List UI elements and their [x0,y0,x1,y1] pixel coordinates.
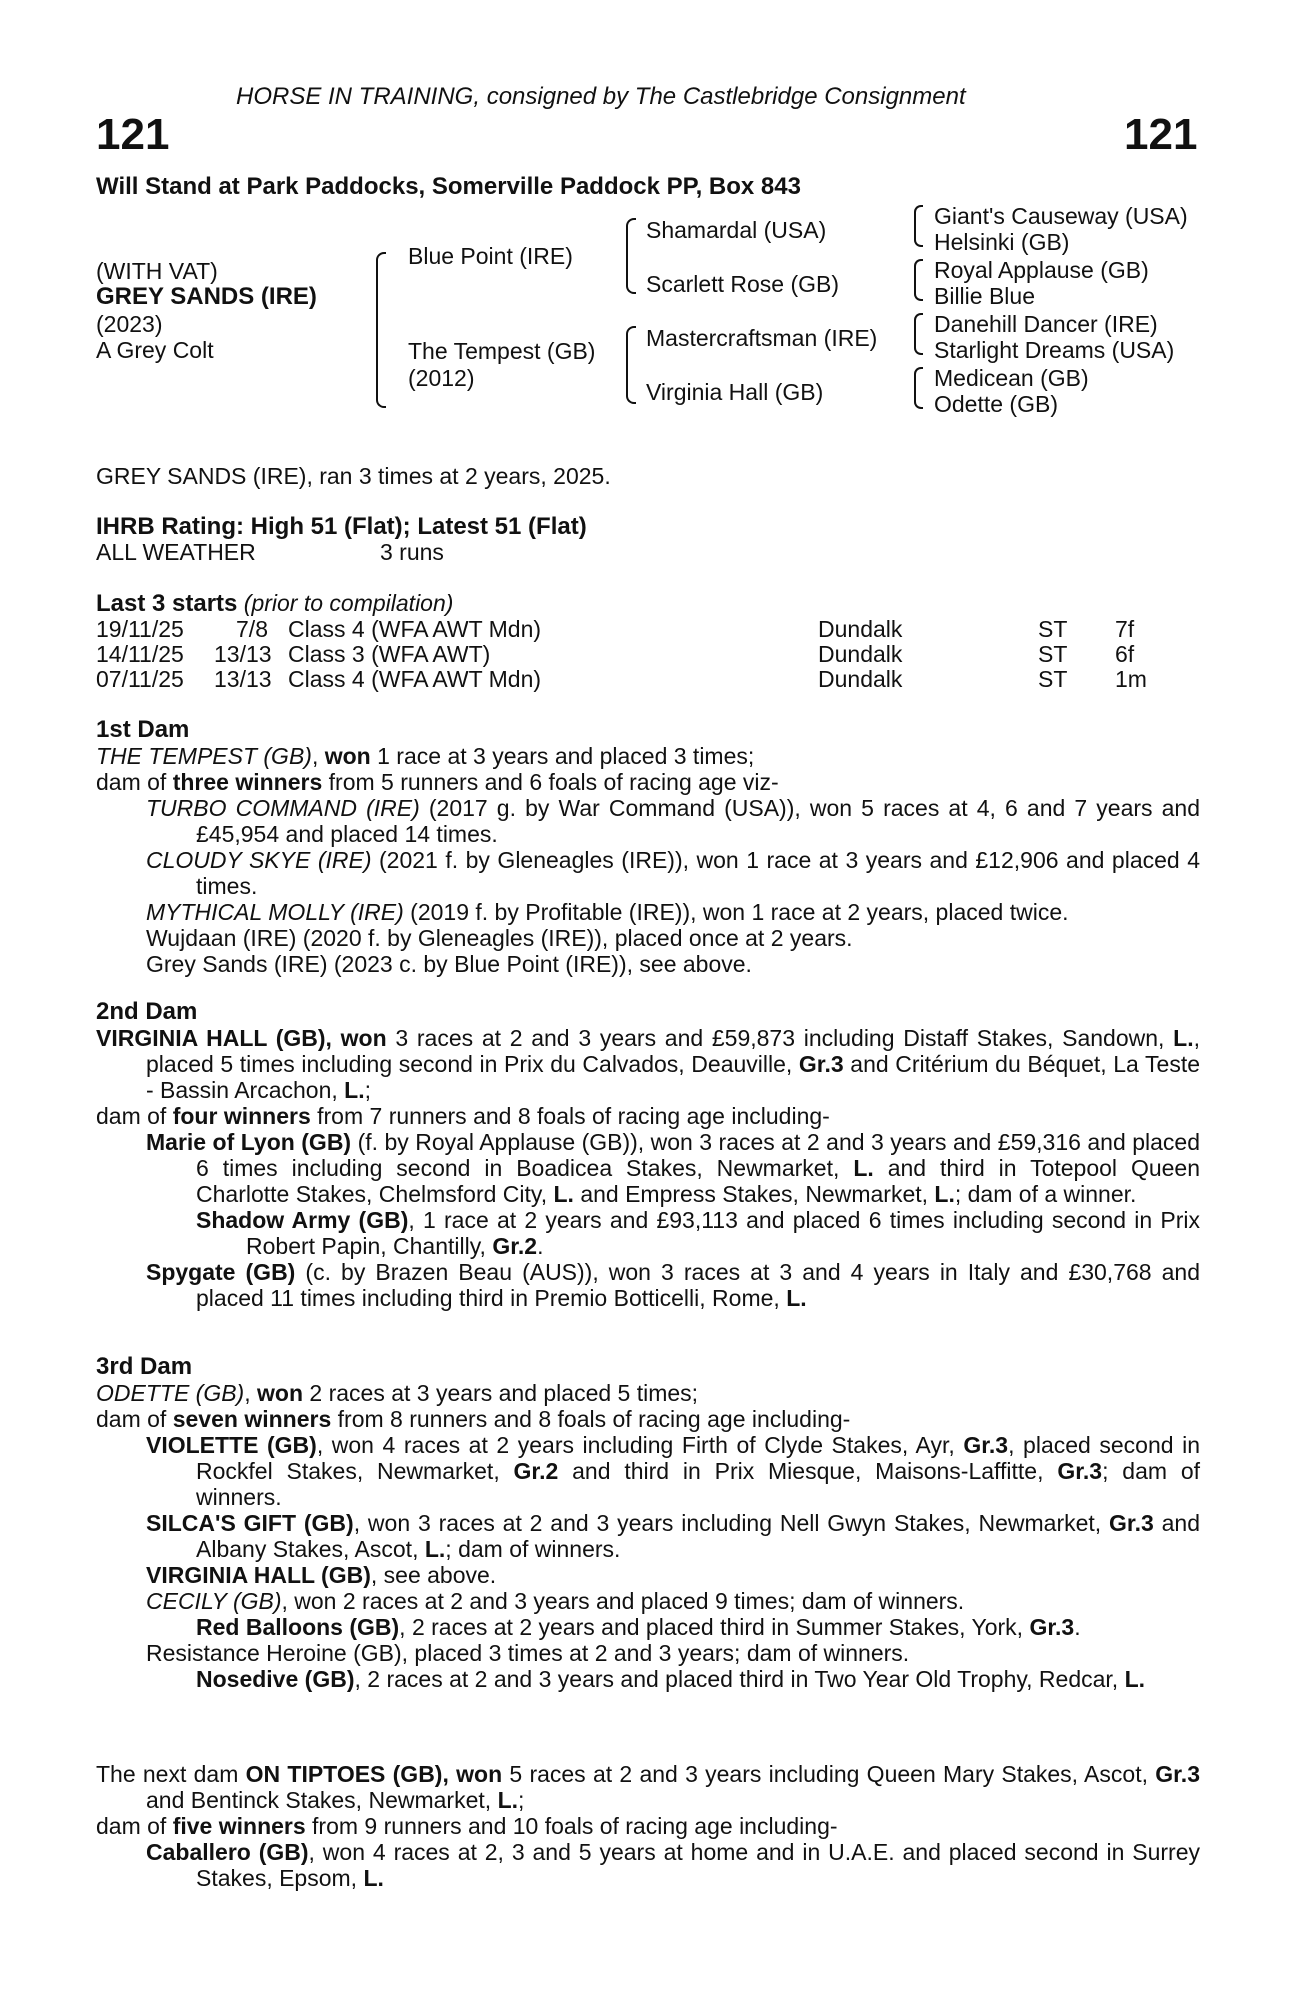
pedigree-sire-dam: Scarlett Rose (GB) [646,271,839,297]
produce-summary: dam of seven winners from 8 runners and 8 foals of racing age including- [96,1406,851,1432]
start-position: 13/13 [214,641,272,667]
pedigree-dsd: Starlight Dreams (USA) [934,337,1175,363]
second-dam-heading: 2nd Dam [96,998,198,1025]
pedigree-dam: The Tempest (GB) [408,338,596,364]
third-dam-section [96,1354,1200,1692]
pedigree-sire-sire: Shamardal (USA) [646,217,827,243]
first-dam-line: THE TEMPEST (GB), won 1 race at 3 years and placed 3 times; [96,743,755,769]
pedigree-brace-dam [626,326,636,404]
rating-surface: ALL WEATHER [96,539,256,565]
pedigree-sss: Giant's Causeway (USA) [934,203,1188,229]
lot-number-right: 121 [1124,110,1198,159]
progeny-entry: Spygate (GB) (c. by Brazen Beau (AUS)), won 3 races at 3 and 4 years in Italy and £30,768 and placed 11 times including third in Premio Botticelli, Rome, L. [146,1259,1201,1311]
start-course: Dundalk [818,641,903,667]
pedigree-sds: Royal Applause (GB) [934,257,1149,283]
pedigree-dam-year: (2012) [408,365,475,391]
progeny-entry: MYTHICAL MOLLY (IRE) (2019 f. by Profitable (IRE)), won 1 race at 2 years, placed twice. [146,899,1069,925]
start-distance: 7f [1115,616,1135,642]
vat-note: (WITH VAT) [96,258,218,284]
start-position: 13/13 [214,666,272,692]
horse-year: (2023) [96,311,163,337]
progeny-entry: Wujdaan (IRE) (2020 f. by Gleneagles (IRE)), placed once at 2 years. [146,925,853,951]
start-distance: 6f [1115,641,1135,667]
start-race: Class 4 (WFA AWT Mdn) [288,666,542,692]
progeny-entry: Red Balloons (GB), 2 races at 2 years and placed third in Summer Stakes, York, Gr.3. [196,1614,1081,1640]
progeny-entry: CECILY (GB), won 2 races at 2 and 3 years and placed 9 times; dam of winners. [146,1588,965,1614]
starts-note: (prior to compilation) [243,590,454,616]
start-going: ST [1038,641,1068,667]
first-dam-heading: 1st Dam [96,716,190,743]
progeny-entry: VIOLETTE (GB), won 4 races at 2 years including Firth of Clyde Stakes, Ayr, Gr.3, placed second in Rockfel Stakes, Newmarket, Gr.2 and third in Prix Miesque, Maisons-Laffitte, Gr.3; dam of winners. [146,1432,1201,1510]
progeny-entry: Marie of Lyon (GB) (f. by Royal Applause (GB)), won 3 races at 2 and 3 years and £59,316 and placed 6 times including second in Boadicea Stakes, Newmarket, L. and third in Totepool Queen Charlotte Stakes, Chelmsford City, L. and Empress Stakes, Newmarket, L.; dam of a winner. [146,1129,1201,1207]
pedigree-sdd: Billie Blue [934,283,1035,309]
pedigree-dss: Danehill Dancer (IRE) [934,311,1158,337]
progeny-entry: Caballero (GB), won 4 races at 2, 3 and 5 years at home and in U.A.E. and placed second in Surrey Stakes, Epsom, L. [146,1839,1200,1891]
pedigree-brace-ds [914,313,923,355]
pedigree-dds: Medicean (GB) [934,365,1089,391]
rating-runs: 3 runs [380,539,444,565]
starts-heading [96,590,453,617]
progeny-entry: VIRGINIA HALL (GB), see above. [146,1562,497,1588]
rating-title: IHRB Rating: High 51 (Flat); Latest 51 (Flat) [96,513,587,540]
consignment-line: HORSE IN TRAINING, consigned by The Castlebridge Consignment [236,83,966,110]
produce-summary: dam of four winners from 7 runners and 8 foals of racing age including- [96,1103,830,1129]
pedigree-brace-ss [914,205,923,247]
start-going: ST [1038,666,1068,692]
start-date: 19/11/25 [96,616,184,642]
start-course: Dundalk [818,616,903,642]
start-race: Class 4 (WFA AWT Mdn) [288,616,542,642]
pedigree-brace-main [376,252,386,408]
race-summary: GREY SANDS (IRE), ran 3 times at 2 years, 2025. [96,463,611,489]
dam-name: THE TEMPEST (GB) [96,743,312,769]
produce-summary: dam of five winners from 9 runners and 10 foals of racing age including- [96,1813,838,1839]
pedigree-dam-sire: Mastercraftsman (IRE) [646,325,878,351]
second-dam-record: VIRGINIA HALL (GB), won 3 races at 2 and 3 years and £59,873 including Distaff Stakes, Sandown, L., placed 5 times including second in Prix du Calvados, Deauville, Gr.3 and Critérium du Béquet, La Teste - Bassin Arcachon, L.; [96,1025,1200,1103]
pedigree-brace-sire [626,218,636,294]
pedigree-dam-dam: Virginia Hall (GB) [646,379,824,405]
starts-title: Last 3 starts [96,590,238,617]
pedigree-sire: Blue Point (IRE) [408,243,573,269]
start-date: 07/11/25 [96,666,184,692]
pedigree-ddd: Odette (GB) [934,391,1058,417]
pedigree-brace-sd [914,259,923,301]
pedigree-brace-dd [914,367,923,409]
progeny-entry: Nosedive (GB), 2 races at 2 and 3 years and placed third in Two Year Old Trophy, Redcar, L. [196,1666,1146,1692]
second-dam-section [96,999,1200,1311]
first-dam-section [96,717,1200,977]
progeny-entry: Shadow Army (GB), 1 race at 2 years and £93,113 and placed 6 times including second in Prix Robert Papin, Chantilly, Gr.2. [196,1207,1201,1259]
start-going: ST [1038,616,1068,642]
start-course: Dundalk [818,666,903,692]
next-dam-record: The next dam ON TIPTOES (GB), won 5 races at 2 and 3 years including Queen Mary Stakes, Ascot, Gr.3 and Bentinck Stakes, Newmarket, L.; [96,1761,1200,1813]
start-distance: 1m [1115,666,1147,692]
horse-name: GREY SANDS (IRE) [96,283,317,310]
next-dam-section [96,1761,1200,1891]
start-race: Class 3 (WFA AWT) [288,641,491,667]
progeny-entry: Grey Sands (IRE) (2023 c. by Blue Point (IRE)), see above. [146,951,752,977]
pedigree-ssd: Helsinki (GB) [934,229,1070,255]
lot-number-left: 121 [96,110,170,159]
start-position: 7/8 [236,616,268,642]
produce-summary: dam of three winners from 5 runners and 6 foals of racing age viz- [96,769,779,795]
location-line: Will Stand at Park Paddocks, Somerville Paddock PP, Box 843 [96,173,801,200]
progeny-entry: TURBO COMMAND (IRE) (2017 g. by War Command (USA)), won 5 races at 4, 6 and 7 years and £45,954 and placed 14 times. [146,795,1201,847]
third-dam-record: ODETTE (GB), won 2 races at 3 years and placed 5 times; [96,1380,699,1406]
progeny-entry: SILCA'S GIFT (GB), won 3 races at 2 and 3 years including Nell Gwyn Stakes, Newmarket, Gr.3 and Albany Stakes, Ascot, L.; dam of winners. [146,1510,1201,1562]
start-date: 14/11/25 [96,641,184,667]
horse-description: A Grey Colt [96,337,214,363]
progeny-entry: Resistance Heroine (GB), placed 3 times at 2 and 3 years; dam of winners. [146,1640,910,1666]
third-dam-heading: 3rd Dam [96,1353,193,1380]
progeny-entry: CLOUDY SKYE (IRE) (2021 f. by Gleneagles (IRE)), won 1 race at 3 years and £12,906 and placed 4 times. [146,847,1200,899]
